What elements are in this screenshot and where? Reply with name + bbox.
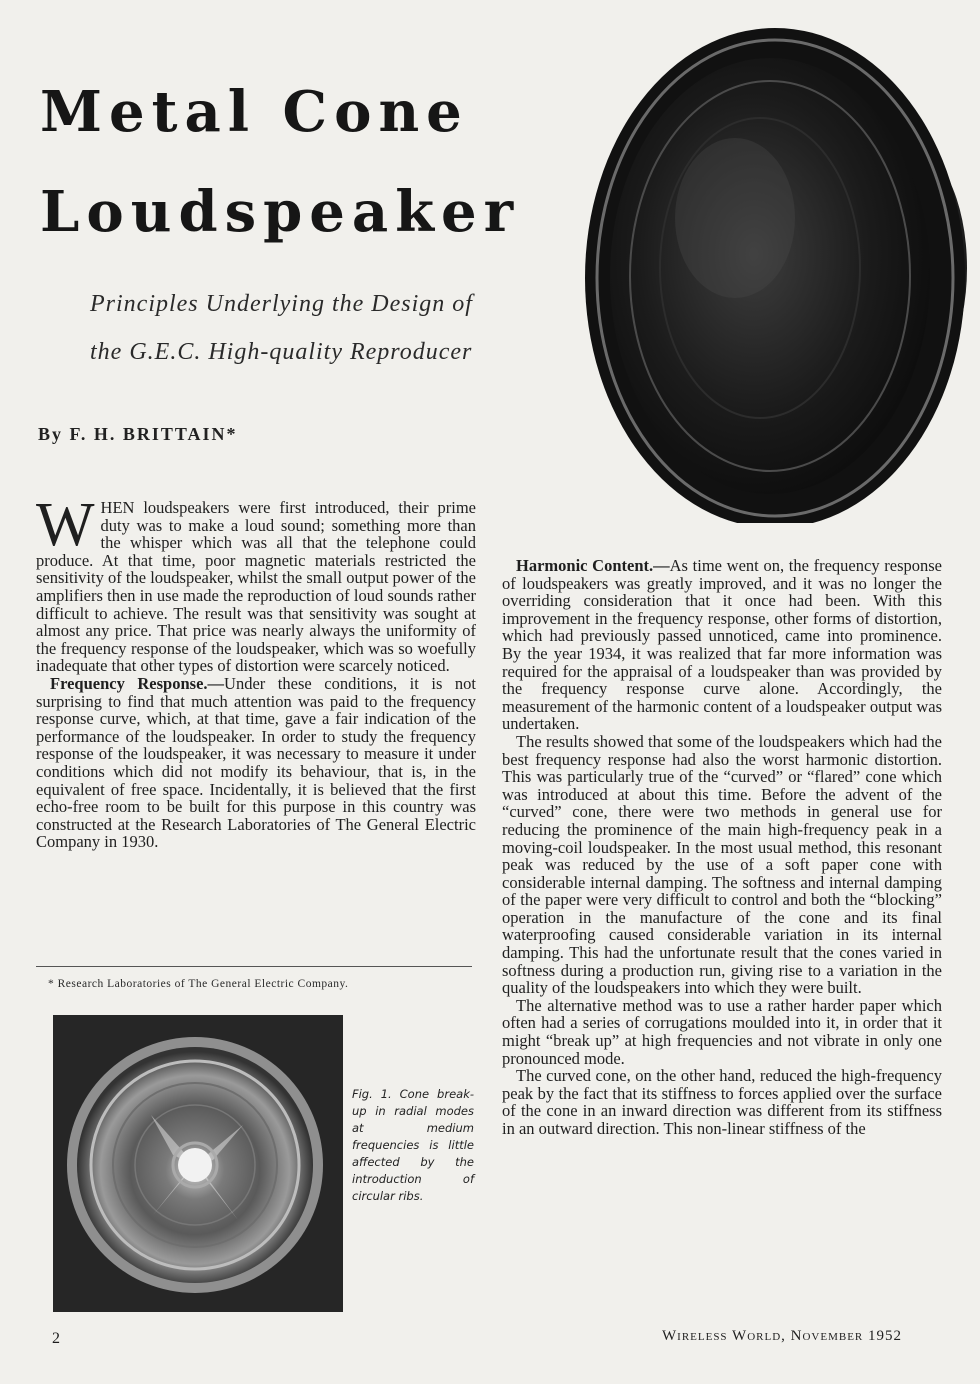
- frequency-response-heading: Frequency Response.—: [50, 673, 225, 693]
- frequency-response-text: Under these conditions, it is not surprising to find that much attention was paid to the frequency response curve, which, at that time, gave a fair indication of the performance of the loudspeaker. In order to study the frequency response of the loudspeaker, it was necessary to measure it under conditions which did not modify its behaviour, that is, in the equivalent of free space. Incidentally, it is believed that the first echo-free room to be built for this purpose in this country was constructed at the Research Laboratories of The General Electric Company in 1930.: [36, 673, 476, 852]
- harmonic-content-paragraph: [502, 557, 942, 733]
- footnote-divider: [36, 966, 472, 967]
- byline: By F. H. BRITTAIN*: [38, 424, 238, 444]
- cone-breakup-photo: [53, 1015, 343, 1312]
- subtitle-line-1: Principles Underlying the Design of: [90, 291, 473, 317]
- loudspeaker-photo: [585, 18, 980, 523]
- title-line-2: Loudspeaker: [40, 179, 521, 245]
- curved-cone-paragraph: The curved cone, on the other hand, reduced the high-frequency peak by the fact that its stiffness to forces applied over the surface of the cone in an inward direction was different from its stiffness in an outward direction. This non-linear stiffness of the: [502, 1066, 942, 1138]
- harmonic-content-text: As time went on, the frequency response of loudspeakers was greatly improved, and it was no longer the overriding consideration that it once had been. With this improvement in the frequency response, other forms of distortion, which had previously passed unnoticed, came into prominence. By the year 1934, it was realized that far more information was required for the appraisal of a loudspeaker than was provided by the frequency response curve alone. Accordingly, the measurement of the harmonic content of a loudspeaker output was undertaken.: [502, 556, 942, 734]
- figure-caption: Fig. 1. Cone break-up in radial modes at medium frequencies is little affected by the introduction of circular ribs.: [352, 1087, 474, 1203]
- page-number: 2: [52, 1330, 60, 1347]
- left-column: [36, 491, 476, 852]
- article-title: [40, 62, 600, 262]
- right-column: [502, 557, 942, 1138]
- results-paragraph: The results showed that some of the loudspeakers which had the best frequency response had also the worst harmonic distortion. This was particularly true of the “curved” or “flared” cone which was introduced at about this time. Before the advent of the “curved” cone, there were two methods in general use for reducing the prominence of the main high-frequency peak in a moving-coil loudspeaker. In the most usual method, this resonant peak was reduced by the use of a soft paper cone with considerable internal damping. The softness and internal damping of the paper were very difficult to control and both the “blocking” operation in the manufacture of the cone and its final waterproofing caused considerable variation in its internal damping. This had the unfortunate result that the cones varied in softness during a production run, giving rise to a variation in the quality of the loudspeakers into which they were built.: [502, 731, 942, 998]
- drop-cap: W: [36, 491, 95, 559]
- article-subtitle: [90, 280, 530, 376]
- intro-paragraph: [36, 491, 476, 676]
- alternative-method-paragraph: The alternative method was to use a rather harder paper which often had a series of corrugations moulded into it, in order that it might “break up” at high frequencies and not vibrate in only one pronounced mode.: [502, 995, 942, 1068]
- intro-text: HEN loudspeakers were first introduced, their prime duty was to make a loud sound; something more than the whisper which was all that the telephone could produce. At that time, poor magnetic materials restricted the sensitivity of the loudspeaker, whilst the small output power of the amplifiers then in use made the reproduction of loud sounds rather difficult to achieve. The result was that sensitivity was sought at almost any price. That price was nearly always the uniformity of the frequency response of the loudspeaker, which was so woefully inadequate that other types of distortion were scarcely noticed.: [36, 498, 476, 676]
- footnote: * Research Laboratories of The General Electric Company.: [48, 978, 349, 990]
- journal-footer: Wireless World, November 1952: [662, 1328, 902, 1344]
- title-line-1: Metal Cone: [40, 79, 469, 145]
- subtitle-line-2: the G.E.C. High-quality Reproducer: [90, 339, 473, 365]
- frequency-response-paragraph: [36, 675, 476, 851]
- harmonic-content-heading: Harmonic Content.—: [516, 556, 670, 575]
